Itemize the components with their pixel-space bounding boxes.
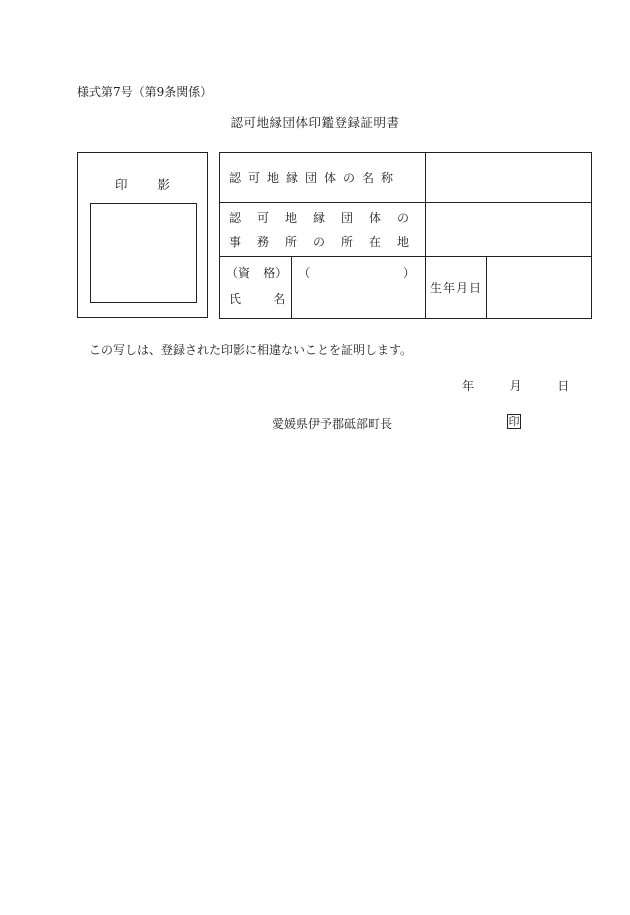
registration-info-table xyxy=(219,152,592,319)
office-address-label-cell xyxy=(220,203,426,257)
official-seal-mark: 印 xyxy=(508,415,520,428)
birthdate-label-cell xyxy=(426,257,487,319)
office-address-label-line2: 事務所の所在地 xyxy=(229,234,426,249)
birthdate-label: 生年月日 xyxy=(430,281,483,295)
qualification-name-label-cell xyxy=(220,257,292,319)
form-number: 様式第7号（第9条関係） xyxy=(77,85,213,99)
office-address-value-cell xyxy=(426,203,592,257)
table-row-office-address xyxy=(220,203,592,257)
issuer-name: 愛媛県伊予郡砥部町長 xyxy=(272,417,393,431)
qualification-name-value-cell xyxy=(292,257,426,319)
group-name-label: 認可地縁団体の名称 xyxy=(229,171,401,185)
qualification-close: 格） xyxy=(263,266,288,280)
certification-statement: この写しは、登録された印影に相違ないことを証明します。 xyxy=(89,343,413,357)
date-year-label: 年 xyxy=(462,379,475,393)
qualification-label xyxy=(220,257,291,281)
paren-open: （ xyxy=(298,266,311,280)
seal-label-right: 影 xyxy=(157,177,170,192)
office-address-label-line1: 認可地縁団体の xyxy=(229,210,426,225)
date-line xyxy=(462,377,569,394)
qualification-open: （資 xyxy=(226,266,251,280)
group-name-label-cell xyxy=(220,153,426,203)
name-label-right: 名 xyxy=(273,292,286,306)
qualification-parentheses xyxy=(292,257,425,281)
seal-impression-box xyxy=(77,152,208,318)
date-day-label: 日 xyxy=(557,379,570,393)
table-row-group-name xyxy=(220,153,592,203)
seal-label xyxy=(78,175,207,193)
name-label xyxy=(220,281,291,307)
document-title: 認可地縁団体印鑑登録証明書 xyxy=(230,115,400,130)
name-label-left: 氏 xyxy=(229,292,242,306)
table-row-representative xyxy=(220,257,592,319)
paren-close: ） xyxy=(403,266,416,280)
seal-impression-area xyxy=(90,203,197,303)
birthdate-value-cell xyxy=(487,257,592,319)
date-month-label: 月 xyxy=(509,379,522,393)
group-name-value-cell xyxy=(426,153,592,203)
seal-label-left: 印 xyxy=(114,177,128,192)
